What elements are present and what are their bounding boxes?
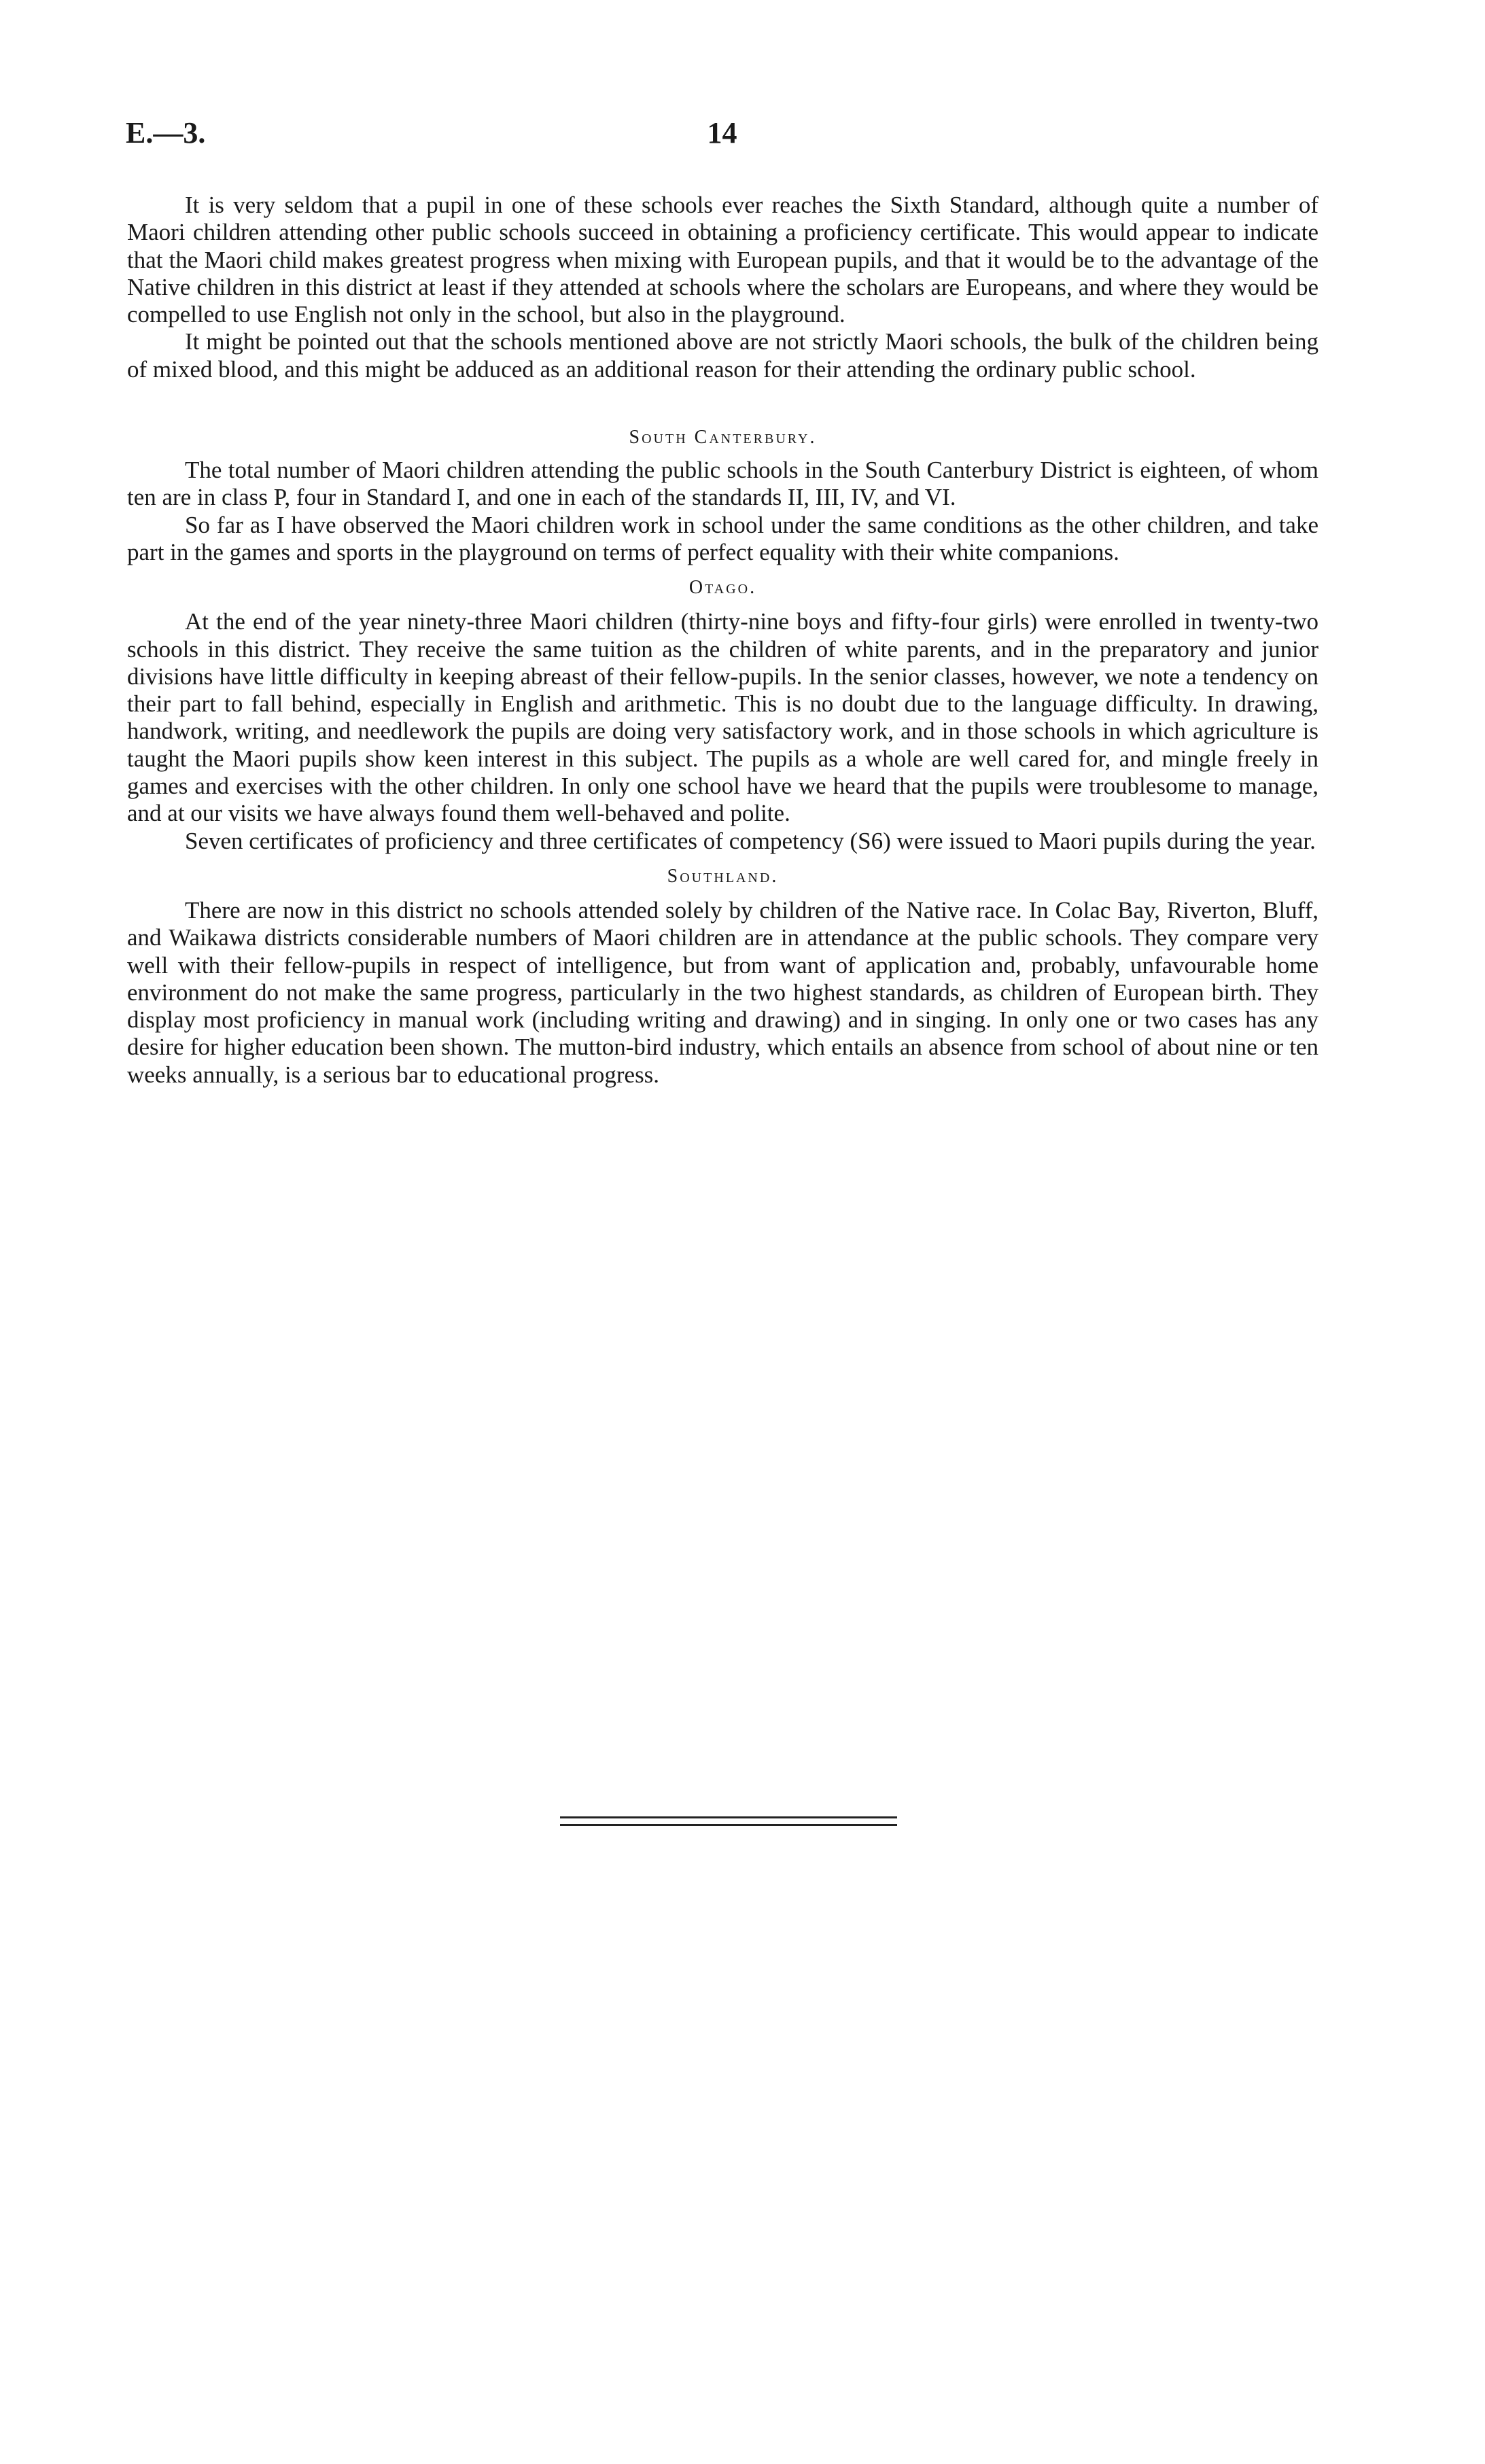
section-heading-south-canterbury: South Canterbury. [629,427,817,448]
intro-paragraph-2: It might be pointed out that the schools mentioned above are not strictly Maori schools, the bulk of the children being of mixed blood, and this might be adduced as an additional reason for their attending the ordinary public school. [127,328,1318,383]
document-reference: E.—3. [126,116,206,149]
section-heading-otago: Otago. [688,577,757,599]
south-canterbury-paragraph-1: The total number of Maori children attending the public schools in the South Canterbury District is eighteen, of whom ten are in class P, four in Standard I, and one in each of the standards II, III, IV, and VI. [127,457,1318,511]
document-body [127,192,1318,1089]
otago-paragraph-2: Seven certificates of proficiency and three certificates of competency (S6) were issued to Maori pupils during the year. [185,827,1316,854]
south-canterbury-paragraph-2: So far as I have observed the Maori children work in school under the same conditions as the other children, and take part in the games and sports in the playground on terms of perfect equality with their white companions. [127,511,1318,565]
otago-paragraph-1: At the end of the year ninety-three Maori children (thirty-nine boys and fifty-four girls) were enrolled in twenty-two schools in this district. They receive the same tuition as the children of white parents, and in the preparatory and junior divisions have little difficulty in keeping abreast of their fellow-pupils. In the senior classes, however, we note a tendency on their part to fall behind, especially in English and arithmetic. This is no doubt due to the language difficulty. In drawing, handwork, writing, and needlework the pupils are doing very satisfactory work, and in those schools in which agriculture is taught the Maori pupils show keen interest in this subject. The pupils as a whole are well cared for, and mingle freely in games and exercises with the other children. In only one school have we heard that the pupils were troublesome to manage, and at our visits we have always found them well-behaved and polite. [127,608,1318,827]
page-number: 14 [707,116,737,149]
page-header [126,116,1318,156]
closing-double-rule [560,1816,897,1826]
section-heading-southland: Southland. [667,865,779,887]
southland-paragraph-1: There are now in this district no schools attended solely by children of the Native race. In Colac Bay, Riverton, Bluff, and Waikawa districts considerable numbers of Maori children are in attendance at the public schools. They compare very well with their fellow-pupils in respect of intelligence, but from want of application and, probably, unfavourable home environment do not make the same progress, particularly in the two highest standards, as children of European birth. They display most proficiency in manual work (including writing and drawing) and in singing. In only one or two cases has any desire for higher education been shown. The mutton-bird industry, which entails an absence from school of about nine or ten weeks annually, is a serious bar to educational progress. [127,896,1318,1088]
intro-paragraph-1: It is very seldom that a pupil in one of these schools ever reaches the Sixth Standard, although quite a number of Maori children attending other public schools succeed in obtaining a proficiency certificate. This would appear to indicate that the Maori child makes greatest progress when mixing with European pupils, and that it would be to the advantage of the Native children in this district at least if they attended at schools where the scholars are Europeans, and where they would be compelled to use English not only in the school, but also in the playground. [127,192,1318,328]
